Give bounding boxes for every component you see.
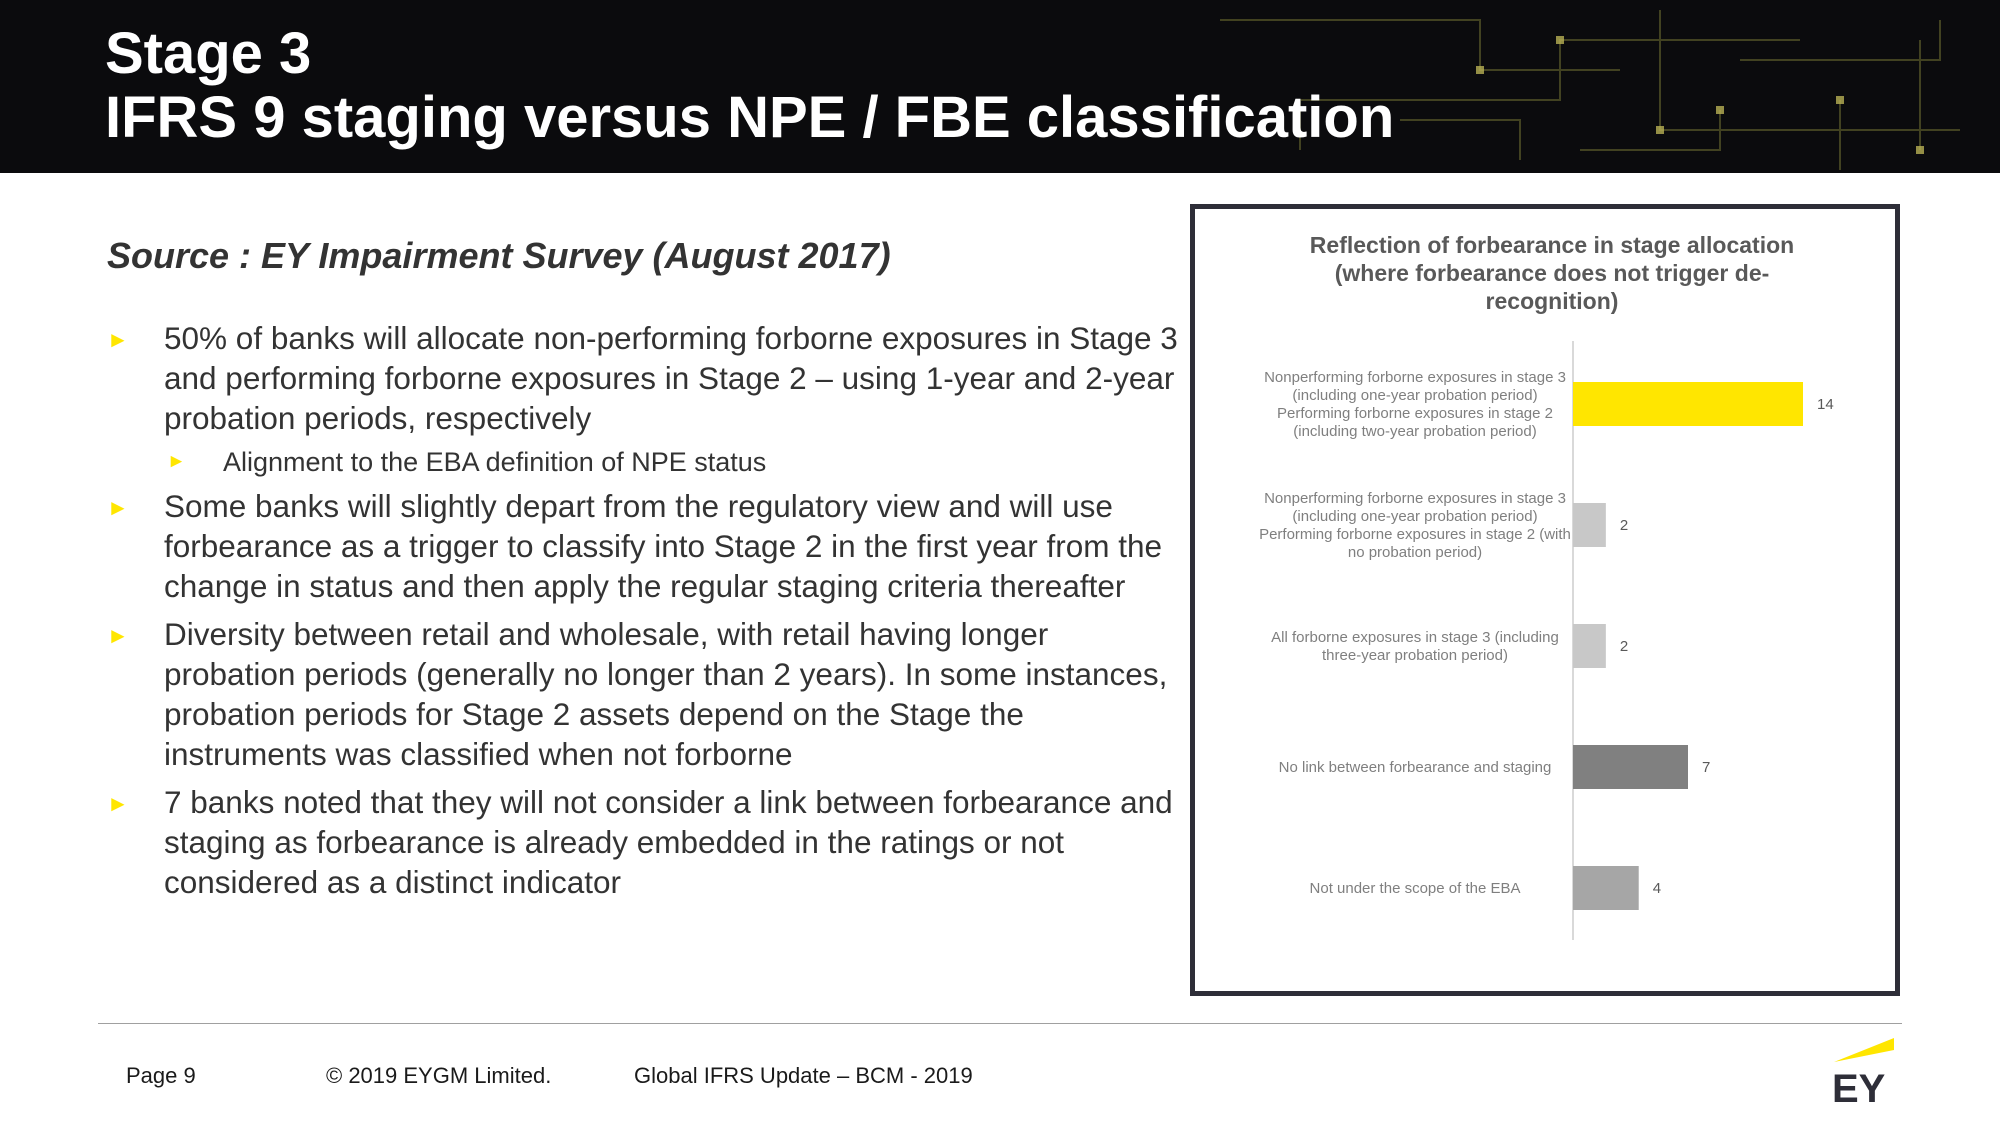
title-line-2: IFRS 9 staging versus NPE / FBE classification (105, 85, 1395, 150)
chart-category-label: three-year probation period) (1322, 647, 1508, 664)
chart-data-label: 4 (1652, 880, 1662, 897)
chart-category-label: Performing forborne exposures in stage 2 (1277, 405, 1553, 422)
logo-text: EY (1832, 1067, 1886, 1106)
chart-bar (1573, 866, 1639, 910)
chart-title-line: recognition) (1485, 288, 1619, 314)
chart-category-label: Performing forborne exposures in stage 2 (with (1259, 526, 1571, 543)
sub-bullet-item (107, 444, 1182, 480)
bullet-item (107, 614, 1182, 774)
chart-data-label: 7 (1702, 759, 1711, 776)
chart-panel (1190, 204, 1900, 996)
chart-category-label: no probation period) (1347, 544, 1483, 561)
bullet-text: 7 banks noted that they will not consider a link between forbearance and staging as forbearance is already embedded in the ratings or not considered as a distinct indicator (164, 784, 1173, 900)
bullet-text: Alignment to the EBA definition of NPE status (223, 447, 767, 477)
ey-logo-icon (1832, 1036, 1896, 1106)
bullet-arrow-icon: ► (107, 791, 129, 816)
bullet-list (107, 318, 1182, 910)
page-number: Page 9 (126, 1063, 196, 1088)
chart-category-label: (including two-year probation period) (1293, 423, 1537, 440)
chart-category-label: All forborne exposures in stage 3 (including (1271, 629, 1559, 646)
copyright-text: © 2019 EYGM Limited. (326, 1063, 552, 1088)
bullet-arrow-icon: ► (107, 495, 129, 520)
bullet-arrow-icon: ► (107, 623, 129, 648)
event-title: Global IFRS Update – BCM - 2019 (634, 1063, 973, 1088)
chart-category-label: (including one-year probation period) (1292, 508, 1538, 525)
chart-bar (1573, 624, 1606, 668)
bullet-item (107, 782, 1182, 902)
chart-bar (1573, 745, 1688, 789)
chart-bar (1573, 382, 1803, 426)
bullet-arrow-icon: ► (167, 451, 186, 472)
bullet-item (107, 318, 1182, 438)
chart-category-label: Nonperforming forborne exposures in stage 3 (1264, 490, 1566, 507)
chart-title-line: (where forbearance does not trigger de- (1334, 260, 1770, 286)
bullet-item (107, 486, 1182, 606)
chart-data-label: 14 (1817, 396, 1834, 413)
bullet-text: Some banks will slightly depart from the regulatory view and will use forbearance as a trigger to classify into Stage 2 in the first year from the change in status and then apply the regular staging criteria thereafter (164, 488, 1162, 604)
chart-bar (1573, 503, 1606, 547)
chart-category-label: Nonperforming forborne exposures in stage 3 (1264, 369, 1566, 386)
chart-data-label: 2 (1619, 638, 1629, 655)
title-line-1: Stage 3 (105, 21, 312, 86)
source-caption: Source : EY Impairment Survey (August 2017) (107, 235, 891, 276)
forbearance-bar-chart (1195, 209, 1895, 991)
chart-category-label: (including one-year probation period) (1292, 387, 1538, 404)
page-title (105, 22, 1394, 150)
chart-data-label: 2 (1619, 517, 1629, 534)
bullet-text: 50% of banks will allocate non-performing forborne exposures in Stage 3 and performing forborne exposures in Stage 2 – using 1-year and 2-year probation periods, respectively (164, 320, 1178, 436)
bullet-text: Diversity between retail and wholesale, with retail having longer probation periods (generally no longer than 2 years). In some instances, probation periods for Stage 2 assets depend on the Stage the instruments was classified when not forborne (164, 616, 1168, 772)
chart-title-line: Reflection of forbearance in stage allocation (1309, 232, 1795, 258)
title-banner (0, 0, 2000, 173)
chart-category-label: Not under the scope of the EBA (1309, 880, 1521, 897)
bullet-arrow-icon: ► (107, 327, 129, 352)
chart-category-label: No link between forbearance and staging (1278, 759, 1552, 776)
footer-divider (98, 1023, 1902, 1024)
